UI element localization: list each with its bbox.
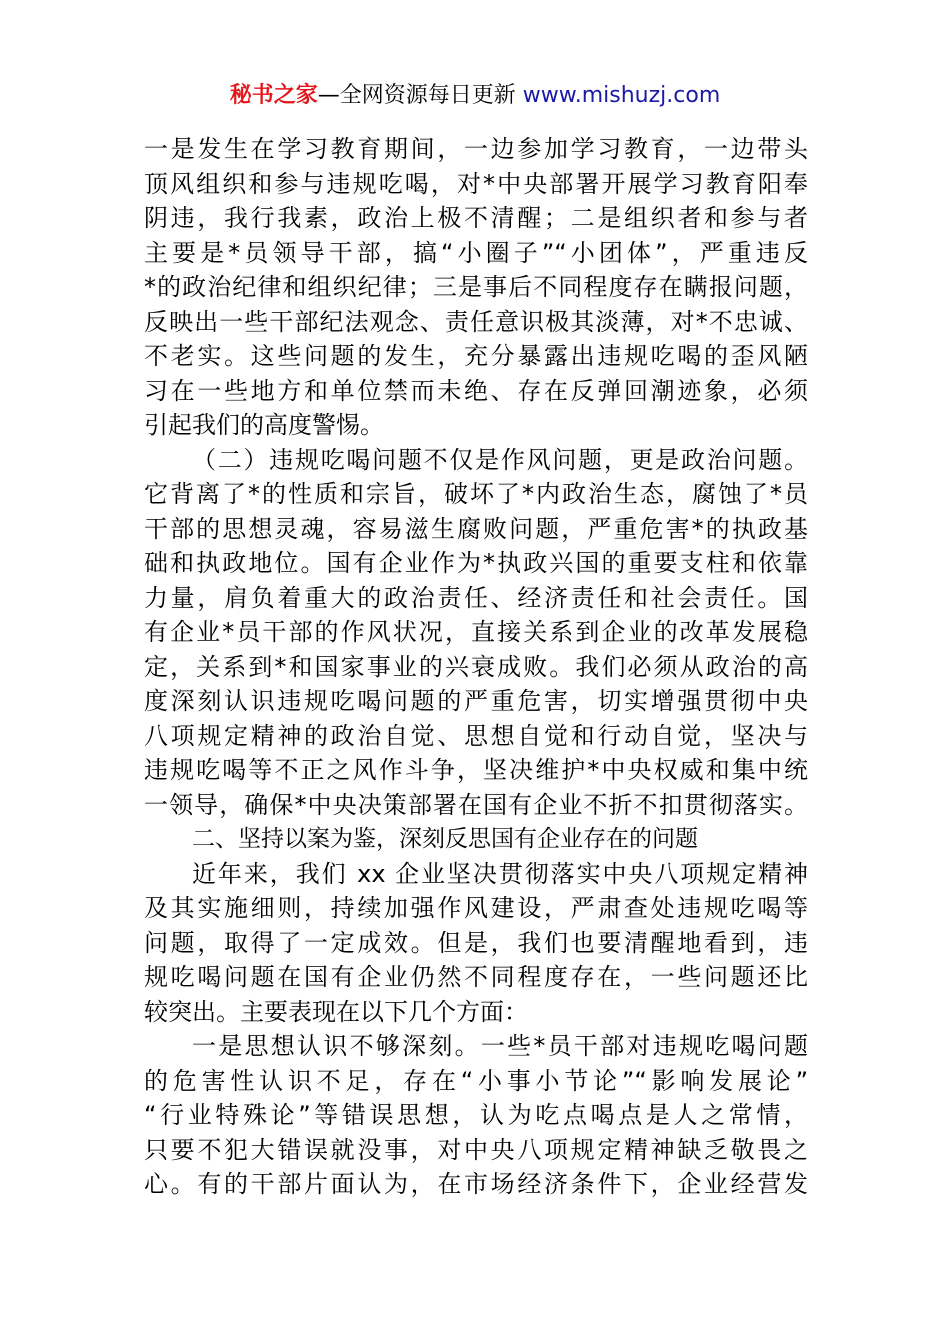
body-text bbox=[144, 132, 808, 1202]
text-line-indented: 一是思想认识不够深刻。一些*员干部对违规吃喝问题 bbox=[192, 1032, 808, 1060]
text-line: 础和执政地位。国有企业作为*执政兴国的重要支柱和依靠 bbox=[144, 549, 808, 577]
text-line: 定，关系到*和国家事业的兴衰成败。我们必须从政治的高 bbox=[144, 652, 808, 681]
site-url[interactable]: www.mishuzj.com bbox=[522, 83, 721, 108]
text-line: 心。有的干部片面认为，在市场经济条件下，企业经营发 bbox=[144, 1170, 808, 1198]
section-heading: 二、坚持以案为鉴，深刻反思国有企业存在的问题 bbox=[192, 826, 698, 852]
text-line: 不老实。这些问题的发生，充分暴露出违规吃喝的歪风陋 bbox=[144, 342, 808, 370]
header-tagline: —全网资源每日更新 bbox=[317, 83, 516, 108]
text-line: 问题，取得了一定成效。但是，我们也要清醒地看到，违 bbox=[144, 928, 808, 957]
text-line: 阴违，我行我素，政治上极不清醒；二是组织者和参与者 bbox=[144, 204, 808, 232]
text-line: 它背离了*的性质和宗旨，破坏了*内政治生态，腐蚀了*员 bbox=[144, 480, 808, 508]
text-line: 违规吃喝等不正之风作斗争，坚决维护*中央权威和集中统 bbox=[144, 756, 808, 784]
text-line: 引起我们的高度警惕。 bbox=[144, 411, 384, 439]
text-line: 一是发生在学习教育期间，一边参加学习教育，一边带头 bbox=[144, 135, 808, 163]
text-line-indented: 近年来，我们 xx 企业坚决贯彻落实中央八项规定精神 bbox=[192, 859, 808, 888]
text-line: 干部的思想灵魂，容易滋生腐败问题，严重危害*的执政基 bbox=[144, 514, 808, 543]
text-line: “行业特殊论”等错误思想，认为吃点喝点是人之常情， bbox=[144, 1101, 808, 1129]
text-line: 习在一些地方和单位禁而未绝、存在反弹回潮迹象，必须 bbox=[144, 376, 808, 405]
text-line: 较突出。主要表现在以下几个方面： bbox=[144, 997, 528, 1026]
text-line: 八项规定精神的政治自觉、思想自觉和行动自觉，坚决与 bbox=[144, 721, 808, 750]
text-line: 一领导，确保*中央决策部署在国有企业不折不扣贯彻落实。 bbox=[144, 790, 808, 819]
text-line: 及其实施细则，持续加强作风建设，严肃查处违规吃喝等 bbox=[144, 894, 808, 922]
text-line: 力量，肩负着重大的政治责任、经济责任和社会责任。国 bbox=[144, 583, 808, 612]
text-line: *的政治纪律和组织纪律；三是事后不同程度存在瞒报问题， bbox=[144, 273, 808, 301]
brand-name: 秘书之家 bbox=[229, 83, 318, 108]
text-line: 度深刻认识违规吃喝问题的严重危害，切实增强贯彻中央 bbox=[144, 687, 808, 715]
text-line: 规吃喝问题在国有企业仍然不同程度存在，一些问题还比 bbox=[144, 963, 808, 991]
text-line-indented: （二）违规吃喝问题不仅是作风问题，更是政治问题。 bbox=[192, 445, 808, 474]
text-line: 顶风组织和参与违规吃喝，对*中央部署开展学习教育阳奉 bbox=[144, 169, 808, 198]
text-line: 的危害性认识不足，存在“小事小节论”“影响发展论” bbox=[144, 1066, 808, 1095]
text-line: 反映出一些干部纪法观念、责任意识极其淡薄，对*不忠诚、 bbox=[144, 307, 808, 336]
text-line: 主要是*员领导干部，搞“小圈子”“小团体”，严重违反 bbox=[144, 238, 808, 267]
page-header bbox=[0, 80, 950, 112]
text-line: 有企业*员干部的作风状况，直接关系到企业的改革发展稳 bbox=[144, 618, 808, 646]
text-line: 只要不犯大错误就没事，对中央八项规定精神缺乏敬畏之 bbox=[144, 1135, 808, 1164]
